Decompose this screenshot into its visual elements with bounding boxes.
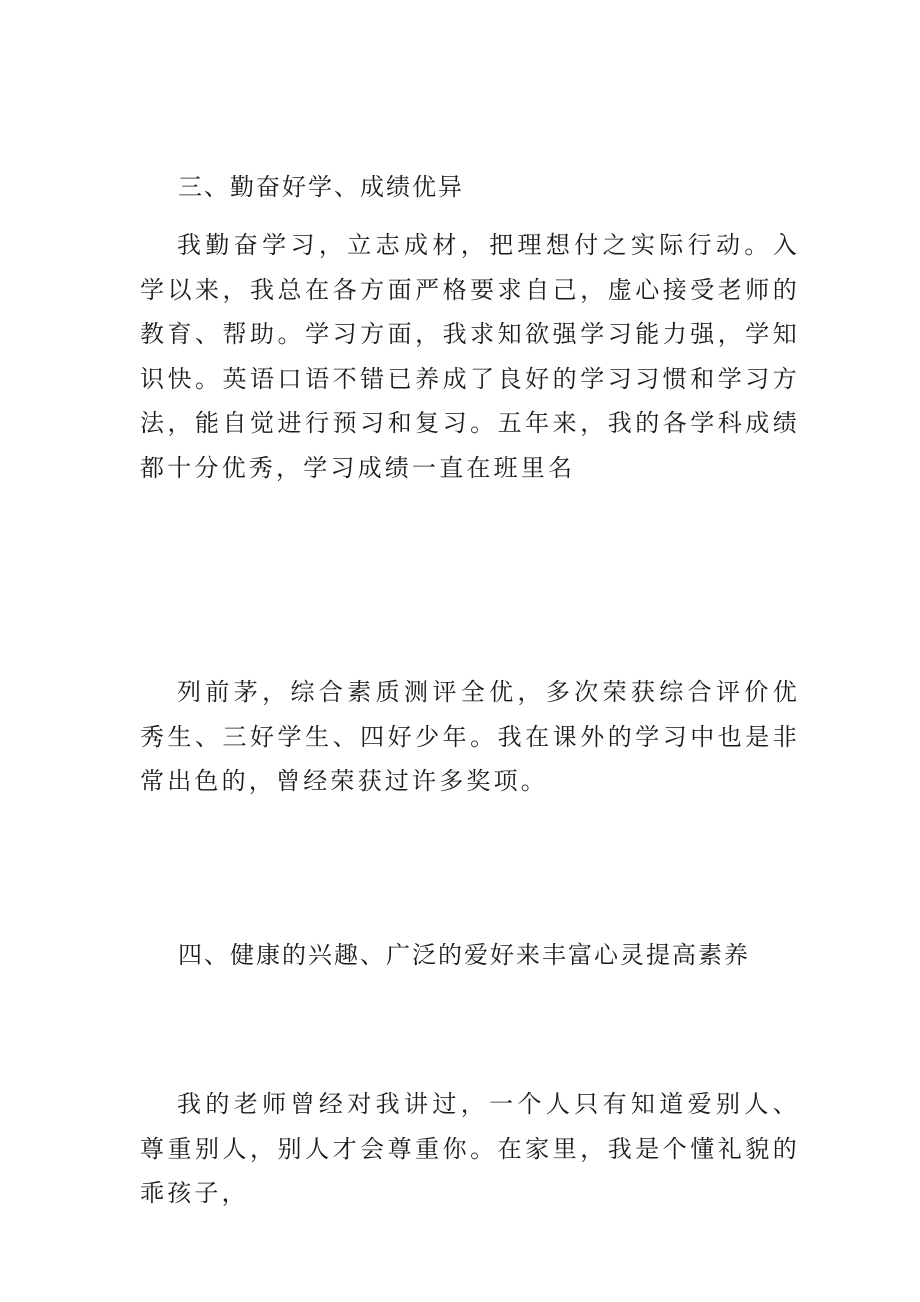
paragraph-achievements: 列前茅，综合素质测评全优，多次荣获综合评价优秀生、三好学生、四好少年。我在课外的学习中也是非常出色的，曾经荣获过许多奖项。 <box>140 678 800 795</box>
paragraph-respect: 我的老师曾经对我讲过，一个人只有知道爱别人、尊重别人，别人才会尊重你。在家里，我是个懂礼貌的乖孩子， <box>140 1090 800 1207</box>
section-heading-4: 四、健康的兴趣、广泛的爱好来丰富心灵提高素养 <box>178 941 750 969</box>
section-heading-3: 三、勤奋好学、成绩优异 <box>178 173 464 201</box>
paragraph-study: 我勤奋学习，立志成材，把理想付之实际行动。入学以来，我总在各方面严格要求自己，虚心接受老师的教育、帮助。学习方面，我求知欲强学习能力强，学知识快。英语口语不错已养成了良好的学习习惯和学习方法，能自觉进行预习和复习。五年来，我的各学科成绩都十分优秀，学习成绩一直在班里名 <box>140 231 800 482</box>
